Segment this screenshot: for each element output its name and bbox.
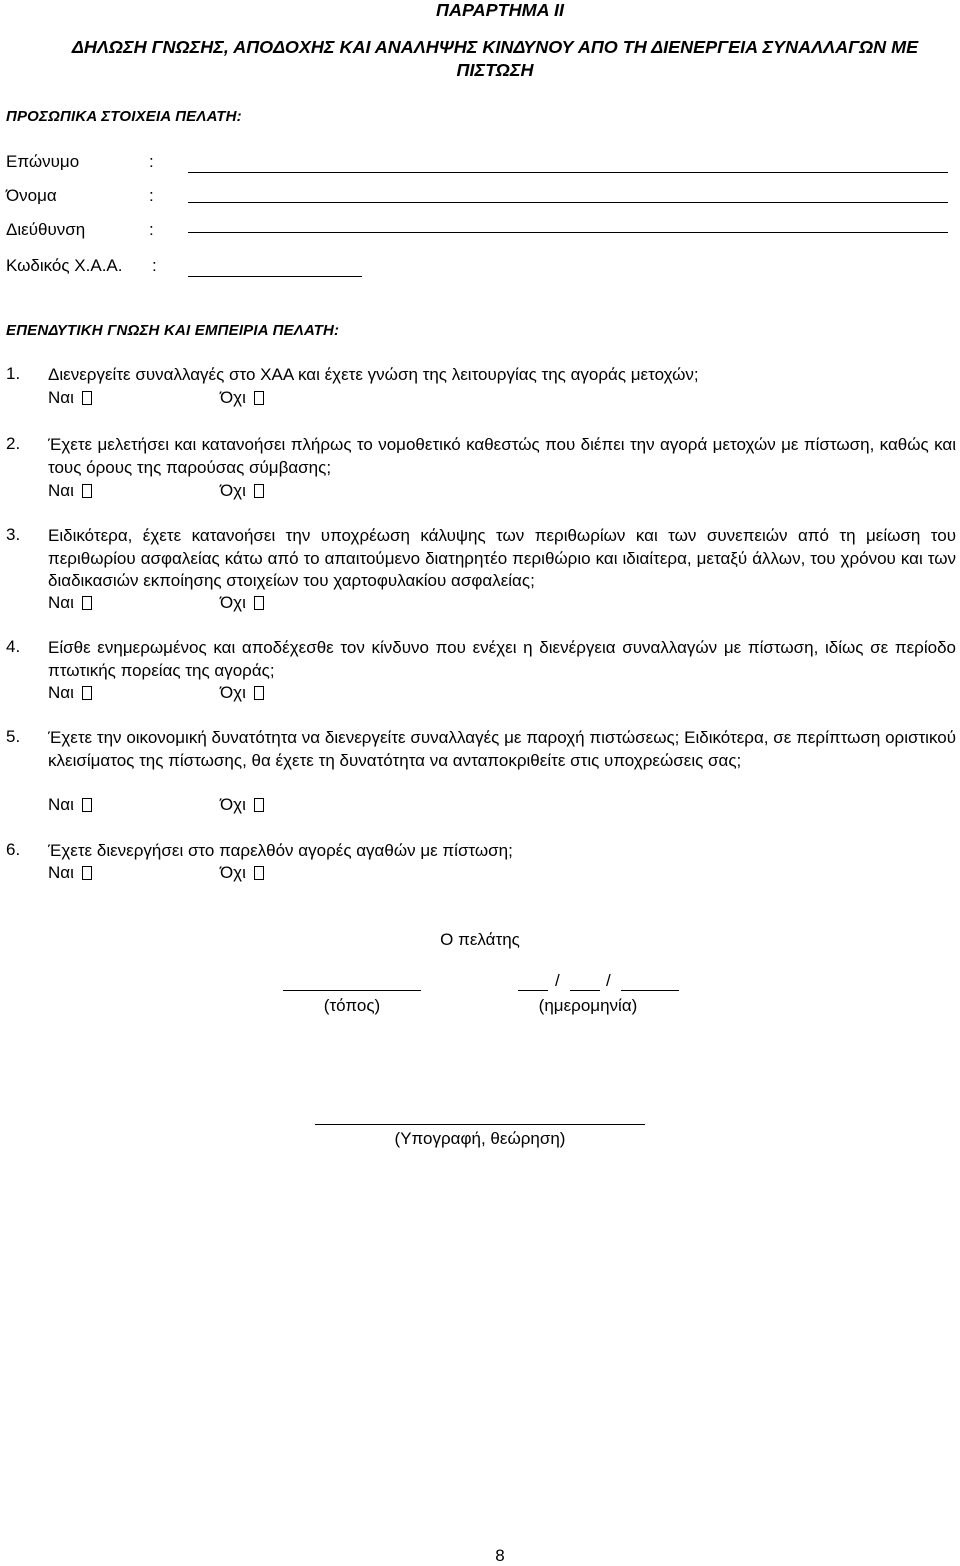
answer-yes[interactable] xyxy=(48,863,92,883)
checkbox-icon[interactable] xyxy=(254,596,264,610)
signature-field[interactable] xyxy=(315,1124,645,1125)
answer-no[interactable] xyxy=(220,593,264,613)
answer-yes[interactable] xyxy=(48,683,92,703)
question-number: 5. xyxy=(6,727,21,746)
date-year-field[interactable] xyxy=(621,990,679,991)
answer-yes[interactable] xyxy=(48,795,92,815)
checkbox-icon[interactable] xyxy=(254,798,264,812)
checkbox-icon[interactable] xyxy=(254,484,264,498)
client-label: Ο πελάτης xyxy=(440,930,520,949)
field-colon: : xyxy=(149,186,154,205)
checkbox-icon[interactable] xyxy=(82,866,92,880)
checkbox-icon[interactable] xyxy=(254,866,264,880)
answer-no[interactable] xyxy=(220,863,264,883)
place-field[interactable] xyxy=(283,990,421,991)
yes-label: Ναι xyxy=(48,593,74,612)
question-text: Έχετε την οικονομική δυνατότητα να διενεργείτε συναλλαγές με παροχή πιστώσεως; Ειδικότερα, σε περίπτωση οριστικού κλεισίματος της πίστωσης, θα έχετε τη δυνατότητα να ανταποκριθείτε στις υποχρεώσεις σας; xyxy=(48,728,956,770)
checkbox-icon[interactable] xyxy=(82,391,92,405)
signature-label: (Υπογραφή, θεώρηση) xyxy=(394,1129,566,1148)
checkbox-icon[interactable] xyxy=(82,686,92,700)
field-colon: : xyxy=(149,220,154,239)
field-colon: : xyxy=(149,152,154,171)
answer-yes[interactable] xyxy=(48,388,92,408)
address-field[interactable] xyxy=(188,232,948,233)
field-label: Κωδικός Χ.Α.Α. xyxy=(6,256,123,275)
question-text: Ειδικότερα, έχετε κατανοήσει την υποχρέωση κάλυψης των περιθωρίων και των συνεπειών από τη μείωση του περιθωρίου ασφαλείας κάτω από το απαιτούμενο διατηρητέο περιθώριο και ιδιαίτερα, μεταξύ άλλων, του χρόνου και των διαδικασιών εκποίησης στοιχείων του χαρτοφυλακίου ασφαλείας; xyxy=(48,526,956,591)
question-text: Έχετε μελετήσει και κατανοήσει πλήρως το νομοθετικό καθεστώς που διέπει την αγορά μετοχών με πίστωση, καθώς και τους όρους της παρούσας σύμβασης; xyxy=(48,435,956,477)
answer-no[interactable] xyxy=(220,481,264,501)
yes-label: Ναι xyxy=(48,795,74,814)
answer-yes[interactable] xyxy=(48,593,92,613)
date-separator: / xyxy=(606,971,611,990)
answer-no[interactable] xyxy=(220,795,264,815)
date-label: (ημερομηνία) xyxy=(538,996,638,1015)
page-number: 8 xyxy=(495,1546,505,1565)
place-label: (τόπος) xyxy=(323,996,381,1015)
no-label: Όχι xyxy=(220,593,246,612)
yes-label: Ναι xyxy=(48,481,74,500)
no-label: Όχι xyxy=(220,481,246,500)
surname-field[interactable] xyxy=(188,172,948,173)
document-title-line-2: ΠΙΣΤΩΣΗ xyxy=(456,60,534,80)
question-number: 2. xyxy=(6,434,21,453)
date-month-field[interactable] xyxy=(570,990,600,991)
question-text: Διενεργείτε συναλλαγές στο ΧΑΑ και έχετε γνώση της λειτουργίας της αγοράς μετοχών; xyxy=(48,365,699,384)
checkbox-icon[interactable] xyxy=(82,798,92,812)
answer-no[interactable] xyxy=(220,683,264,703)
question-number: 3. xyxy=(6,525,21,544)
field-label: Διεύθυνση xyxy=(6,220,86,239)
code-field[interactable] xyxy=(188,276,362,277)
checkbox-icon[interactable] xyxy=(82,484,92,498)
field-label: Όνομα xyxy=(6,186,57,205)
date-day-field[interactable] xyxy=(518,990,548,991)
question-number: 4. xyxy=(6,637,21,656)
answer-yes[interactable] xyxy=(48,481,92,501)
personal-details-heading: ΠΡΟΣΩΠΙΚΑ ΣΤΟΙΧΕΙΑ ΠΕΛΑΤΗ: xyxy=(6,108,242,125)
field-label: Επώνυμο xyxy=(6,152,80,171)
checkbox-icon[interactable] xyxy=(254,391,264,405)
document-title-line-1: ΔΗΛΩΣΗ ΓΝΩΣΗΣ, ΑΠΟΔΟΧΗΣ ΚΑΙ ΑΝΑΛΗΨΗΣ ΚΙΝΔΥΝΟΥ ΑΠΟ ΤΗ ΔΙΕΝΕΡΓΕΙΑ ΣΥΝΑΛΛΑΓΩΝ ΜΕ xyxy=(71,37,919,57)
answer-no[interactable] xyxy=(220,388,264,408)
name-field[interactable] xyxy=(188,202,948,203)
question-text: Είσθε ενημερωμένος και αποδέχεσθε τον κίνδυνο που ενέχει η διενέργεια συναλλαγών με πίστωση, ιδίως σε περίοδο πτωτικής πορείας της αγοράς; xyxy=(48,638,956,680)
yes-label: Ναι xyxy=(48,683,74,702)
no-label: Όχι xyxy=(220,863,246,882)
field-colon: : xyxy=(152,256,157,275)
no-label: Όχι xyxy=(220,388,246,407)
knowledge-heading: ΕΠΕΝΔΥΤΙΚΗ ΓΝΩΣΗ ΚΑΙ ΕΜΠΕΙΡΙΑ ΠΕΛΑΤΗ: xyxy=(6,322,340,339)
yes-label: Ναι xyxy=(48,863,74,882)
no-label: Όχι xyxy=(220,683,246,702)
question-text: Έχετε διενεργήσει στο παρελθόν αγορές αγαθών με πίστωση; xyxy=(48,841,513,860)
question-number: 6. xyxy=(6,840,21,859)
no-label: Όχι xyxy=(220,795,246,814)
appendix-title: ΠΑΡΑΡΤΗΜΑ ΙΙ xyxy=(436,0,564,20)
checkbox-icon[interactable] xyxy=(82,596,92,610)
checkbox-icon[interactable] xyxy=(254,686,264,700)
yes-label: Ναι xyxy=(48,388,74,407)
question-number: 1. xyxy=(6,364,21,383)
date-separator: / xyxy=(555,971,560,990)
